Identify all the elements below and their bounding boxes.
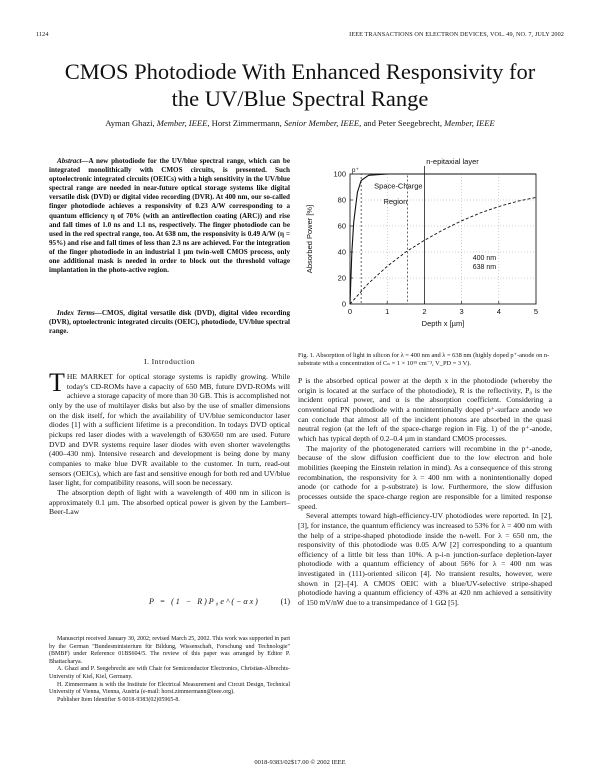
copyright-footer: 0018-9383/02$17.00 © 2002 IEEE <box>254 759 346 766</box>
space-charge-label-1: Space-Charge <box>374 181 423 191</box>
index-terms-label: Index Terms— <box>57 309 102 317</box>
series-line-638-nm <box>350 197 536 304</box>
abstract <box>49 157 290 275</box>
footnote-manuscript: Manuscript received January 30, 2002; revised March 25, 2002. This work was supported in part by the German "Bundesministerium für Bildung, Wissenschaft, Forschung und Technologie" (BMBF) under Reference 01BS604/5. The review of this paper was arranged by Editor P. Bhattacharya. <box>49 636 290 665</box>
tick-label-y-80: 80 <box>337 195 346 205</box>
intro-paragraph-2: The absorption depth of light with a wavelength of 400 nm in silicon is approximately 0.1 µm. The absorbed optical power is given by the Lambert–Beer-Law <box>49 487 290 517</box>
tick-label-x-4: 4 <box>496 307 501 316</box>
series-line-400-nm <box>350 174 536 304</box>
right-paragraph-2: The majority of the photogenerated carriers will recombine in the p⁺-anode, because of the slow diffusion coefficient due to the low electron and hole mobilities (keeping the Einstein relation in mind). As a consequence of this strong recombination, the responsivity for λ = 400 nm with a nonintentionally doped anode (or cathode for a p-substrate) is low. Furthermore, the slow diffusion processes outside the space-charge region are responsible for a limited response speed. <box>298 443 552 511</box>
index-terms <box>49 309 290 336</box>
p-plus-label: p⁺ <box>351 167 359 174</box>
author-3-role: Member, IEEE <box>444 118 495 128</box>
right-paragraph-3: Several attempts toward high-efficiency-UV photodiodes were reported. In [2], [3], for instance, the quantum efficiency was increased to 53% for λ = 400 nm with the help of a stripe-shaped photodiode inside the n-well. For λ = 650 nm, the responsivity of this photodiode was 0.05 A/W [2] corresponding to a quantum efficiency of a little bit less than 10%. A p-i-n junction-surface depletion-layer photodiode with a quantum efficiency of about 56% for λ = 400 nm was investigated in (111)-oriented silicon [4]. No transient results, however, were shown in [2]–[4]. A CMOS OEIC with a blue/UV-selective stripe-shaped photodiode having a quantum efficiency of 43% at 420 nm achieved a sensitivity of 150 mV/nW due to a transimpedance of 1 GΩ [5]. <box>298 511 552 608</box>
space-charge-region-box <box>361 174 408 304</box>
tick-label-y-60: 60 <box>337 221 346 231</box>
author-2-role: Senior Member, IEEE <box>283 118 360 128</box>
tick-label-x-0: 0 <box>347 307 353 316</box>
series-label-638nm: 638 nm <box>472 263 497 271</box>
figure-1 <box>298 152 552 352</box>
index-terms-text: CMOS, digital versatile disk (DVD), digital video recording (DVR), optoelectronic integrated circuits (OEIC), photodiode, UV/blue spectral range. <box>49 309 290 336</box>
tick-label-y-20: 20 <box>337 273 346 283</box>
plot-frame <box>350 174 536 304</box>
introduction-body <box>49 368 290 517</box>
author-1-name: Ayman Ghazi, <box>105 118 157 128</box>
equation-number: (1) <box>280 597 290 606</box>
space-charge-label-2: Region <box>383 196 408 206</box>
abstract-text: A new photodiode for the UV/blue spectral range, which can be integrated monolithically with CMOS circuits, is presented. Such optoelectronic integrated circuits (OEICs) with a high sensitivity in the UV/blue spectral range are needed in near-future optical storage systems like digital versatile disk (DVD) or digital video recording (DVR). At 400 nm, our so-called finger photodiode achieves a responsivity of 0.23 A/W corresponding to a quantum efficiency η of 70% (with an antireflection coating (ARC)) and rise and fall times of 1.0 ns and 1.1 ns, respectively. The finger photodiode can be used in the red spectral range, too. At 638 nm, the responsivity is 0.49 A/W (η = 95%) and rise and fall times of less than 2.3 ns are achieved. For the integration of the finger photodiode in an industrial 1 µm twin-well CMOS process, only one additional mask is needed in order to block out the threshold voltage implantation in the photo-active region. <box>49 157 290 275</box>
tick-label-y-0: 0 <box>341 299 346 309</box>
title-line-2: the UV/Blue Spectral Range <box>171 86 429 111</box>
tick-label-x-3: 3 <box>459 307 464 316</box>
chart-series <box>350 174 536 304</box>
absorption-chart <box>298 152 552 352</box>
drop-cap: T <box>49 368 65 397</box>
equation-text: P = (1 − R)P₀e^(−αx) <box>149 597 260 606</box>
footnote-affiliation-1: A. Ghazi and P. Seegebrecht are with Chair for Semiconductor Electronics, Christian-Albrechts-University of Kiel, Kiel, Germany. <box>49 666 290 680</box>
journal-header: IEEE TRANSACTIONS ON ELECTRON DEVICES, VOL. 49, NO. 7, JULY 2002 <box>349 31 564 38</box>
tick-label-x-1: 1 <box>385 307 390 316</box>
y-axis-label: Absorbed Power [%] <box>305 204 314 274</box>
tick-label-y-40: 40 <box>337 247 346 257</box>
tick-label-x-2: 2 <box>422 307 427 316</box>
tick-label-y-100: 100 <box>333 169 346 179</box>
chart-grid <box>350 174 536 304</box>
author-3-name: , and Peter Seegebrecht, <box>359 118 445 128</box>
intro-paragraph-1: THE MARKET for optical storage systems is rapidly growing. While today's CD-ROMs have a capacity of 650 MB, future DVD-ROMs will achieve a storage capacity of more than 30 GB. This is accomplished not only by the use of multilayer disks but also by the use of smaller dimensions on the disk itself, for which the availability of UV/blue semiconductor laser diodes [1] with a sufficient lifetime is a precondition. In todays DVD optical pickups red laser diodes with a wavelength of 630/650 nm are used. Future DVD and DVR systems require laser diodes with even shorter wavelengths (400–430 nm). Intensive research and development is being done by many companies to make blue DVR available to the customer. In turn, read-out sensors (OEICs), which are fast and sensitive enough for both red and UV/blue laser light, for compatibility reasons, will soon be necessary. <box>49 368 290 488</box>
series-label-400nm: 400 nm <box>472 254 497 262</box>
section-heading-introduction: I. Introduction <box>143 357 196 366</box>
right-column-body <box>298 376 552 608</box>
author-2-name: , Horst Zimmermann, <box>207 118 284 128</box>
page-number: 1124 <box>36 31 49 38</box>
x-axis-label: Depth x [µm] <box>421 319 465 328</box>
paper-title <box>30 58 570 112</box>
figure-1-caption: Fig. 1. Absorption of light in silicon for λ = 400 nm and λ = 638 nm (highly doped p⁺-anode on n-substrate with a concentration of Cₙ = 1 × 10¹⁵ cm⁻³, V_PD = 3 V). <box>298 352 550 368</box>
right-paragraph-1: P is the absorbed optical power at the depth x in the photodiode (whereby the origin is located at the surface of the photodiode), R is the reflectivity, P₀ is the incident optical power, and α is the absorption coefficient. Considering a conventional PN photodiode with a nonintentionally doped p⁺-surface anode we can conclude that almost all of the incident photons are absorbed in the quasi neutral region (at the left of the space-charge region in Fig. 1) of the p⁺-anode, which has typical depth of 0.2–0.4 µm in standard CMOS processes. <box>298 376 552 443</box>
abstract-label: Abstract— <box>57 157 89 165</box>
footnote-publisher-id: Publisher Item Identifier S 0018-9383(02)05965-8. <box>57 696 180 703</box>
title-line-1: CMOS Photodiode With Enhanced Responsivity for <box>64 59 536 84</box>
footnote-affiliation-2: H. Zimmermann is with the Institute for Electrical Measurement and Circuit Design, Technical University of Vienna, Vienna, Austria (e-mail: horst.zimmermann@ieee.org). <box>49 681 290 696</box>
author-list <box>30 118 570 128</box>
footnotes <box>49 636 290 704</box>
axis-ticks <box>333 170 538 317</box>
tick-label-x-5: 5 <box>533 307 539 316</box>
epi-layer-label: n-epitaxial layer <box>426 157 479 166</box>
author-1-role: Member, IEEE <box>156 118 208 128</box>
